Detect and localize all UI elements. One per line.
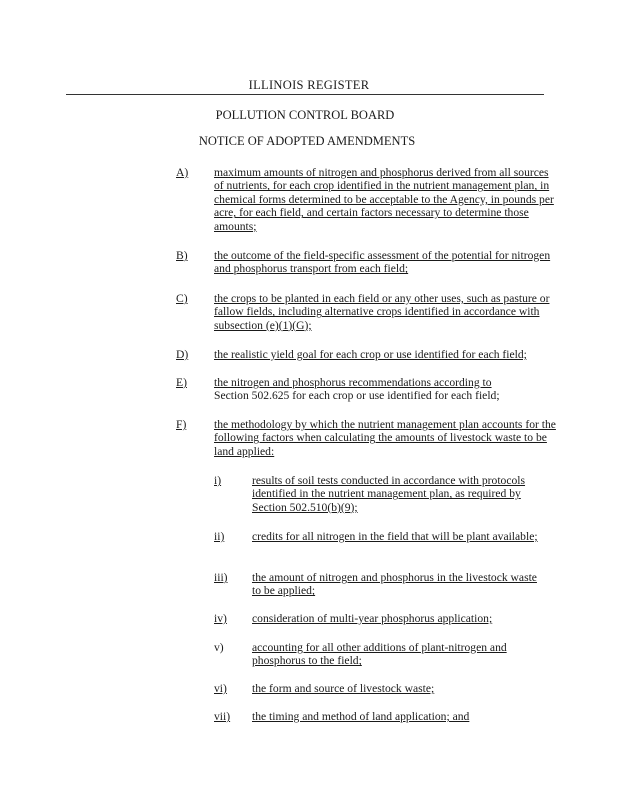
item-marker: E) bbox=[176, 376, 187, 389]
item-marker: F) bbox=[176, 418, 187, 431]
item-marker: D) bbox=[176, 348, 189, 361]
item-text bbox=[214, 376, 559, 403]
item-marker: A) bbox=[176, 166, 189, 179]
subitem-marker: ii) bbox=[214, 530, 225, 543]
item-text: the outcome of the field-specific assessment of the potential for nitrogen and phosphorus transport from each field; bbox=[214, 249, 551, 276]
item-text: the realistic yield goal for each crop or use identified for each field; bbox=[214, 348, 527, 361]
notice-title: NOTICE OF ADOPTED AMENDMENTS bbox=[198, 134, 416, 148]
subitem-marker: iii) bbox=[214, 571, 228, 584]
item-text: maximum amounts of nitrogen and phosphorus derived from all sources of nutrients, for each crop identified in the nutrient management plan, in chemical forms determined to be acceptable to the Agency, in pounds per acre, for each field, and certain factors necessary to determine those amounts; bbox=[214, 166, 554, 233]
item-text: the crops to be planted in each field or any other uses, such as pasture or fallow fields, including alternative crops identified in accordance with subsection (e)(1)(G); bbox=[214, 292, 550, 332]
subitem-text: the amount of nitrogen and phosphorus in the livestock waste to be applied; bbox=[252, 571, 537, 598]
header-rule bbox=[66, 94, 544, 95]
item-text-plain: Section 502.625 for each crop or use identified for each field; bbox=[214, 389, 500, 403]
item-text-underlined: the nitrogen and phosphorus recommendations according to bbox=[214, 376, 492, 389]
subitem-text: results of soil tests conducted in accordance with protocols identified in the nutrient management plan, as required by Section 502.510(b)(9); bbox=[252, 474, 526, 514]
subitem-marker: i) bbox=[214, 474, 222, 487]
board-title: POLLUTION CONTROL BOARD bbox=[215, 108, 395, 122]
subitem-marker: iv) bbox=[214, 612, 227, 625]
item-marker: B) bbox=[176, 249, 188, 262]
subitem-text: the form and source of livestock waste; bbox=[252, 682, 435, 695]
subitem-marker: v) bbox=[214, 641, 224, 654]
subitem-marker: vi) bbox=[214, 682, 227, 695]
subitem-text: consideration of multi-year phosphorus application; bbox=[252, 612, 493, 625]
register-header: ILLINOIS REGISTER bbox=[248, 78, 370, 92]
item-marker: C) bbox=[176, 292, 188, 305]
subitem-text: the timing and method of land application; and bbox=[252, 710, 470, 723]
item-text: the methodology by which the nutrient management plan accounts for the following factors when calculating the amounts of livestock waste to be land applied: bbox=[214, 418, 556, 458]
subitem-marker: vii) bbox=[214, 710, 231, 723]
subitem-text: accounting for all other additions of plant-nitrogen and phosphorus to the field; bbox=[252, 641, 507, 668]
subitem-text: credits for all nitrogen in the field that will be plant available; bbox=[252, 530, 538, 543]
